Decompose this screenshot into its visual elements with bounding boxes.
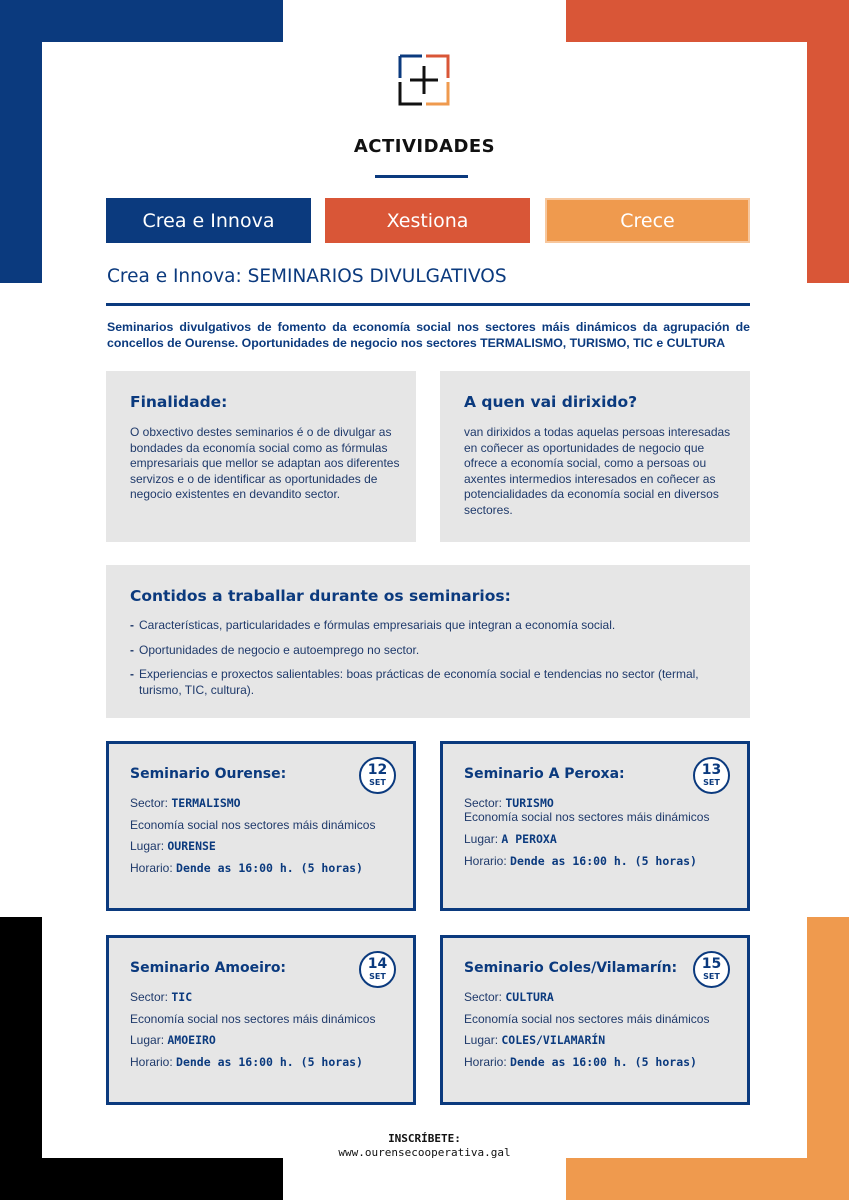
time-value: Dende as 16:00 h. (5 horas) [176,1055,363,1069]
finalidade-text: O obxectivo destes seminarios é o de divulgar as bondades da economía social como as fórmulas empresariais que mellor se adaptan aos diferentes servizos e o de identificar as oportunidades de negocio existentes en devandito sector. [130,425,400,502]
seminar-card-amoeiro [106,935,416,1105]
place-value: AMOEIRO [167,1033,216,1047]
tab-crece[interactable]: Crece [545,198,750,243]
time-value: Dende as 16:00 h. (5 horas) [510,854,697,868]
sector-line [464,796,554,810]
date-badge [693,757,730,794]
date-day: 14 [367,956,388,972]
time-label: Horario: [464,854,507,868]
sector-label: Sector: [130,990,169,1004]
sector-value: TERMALISMO [171,796,241,810]
date-badge [359,757,396,794]
time-value: Dende as 16:00 h. (5 horas) [176,861,363,875]
sector-line [464,990,554,1004]
time-line [464,854,697,868]
date-day: 12 [367,762,388,778]
date-month: SET [703,778,720,787]
page-title: ACTIVIDADES [353,136,496,157]
time-line [130,1055,363,1069]
tab-xestiona[interactable]: Xestiona [325,198,530,243]
description-line: Economía social nos sectores máis dinámicos [464,810,710,824]
seminar-title: Seminario Coles/Vilamarín: [464,960,678,976]
time-line [464,1055,697,1069]
contents-heading: Contidos a traballar durante os seminarios: [130,587,511,605]
sector-line [130,796,241,810]
place-label: Lugar: [464,832,499,846]
place-label: Lugar: [130,839,165,853]
sector-value: TURISMO [505,796,554,810]
section-intro: Seminarios divulgativos de fomento da economía social nos sectores máis dinámicos da agrupación de concellos de Ourense. Oportunidades de negocio nos sectores TERMALISMO, TURISMO, TIC e CULTURA [107,320,750,350]
tab-crea-e-innova[interactable]: Crea e Innova [106,198,311,243]
sector-line [130,990,192,1004]
place-line [130,1033,216,1047]
signup-heading: INSCRÍBETE: [388,1132,461,1145]
activity-tabs [106,198,750,243]
audience-heading: A quen vai dirixido? [464,393,638,411]
signup-link[interactable]: www.ourensecooperativa.gal [338,1146,511,1159]
place-line [464,1033,605,1047]
place-value: OURENSE [167,839,216,853]
list-item: - Experiencias e proxectos salientables: boas prácticas de economía social e tendencias no sector (termal, turismo, TIC, cultura). [130,667,730,698]
description-line: Economía social nos sectores máis dinámicos [130,1012,376,1026]
audience-panel [440,371,750,542]
seminar-title: Seminario A Peroxa: [464,766,625,782]
seminar-title: Seminario Ourense: [130,766,287,782]
time-label: Horario: [464,1055,507,1069]
date-badge [359,951,396,988]
time-value: Dende as 16:00 h. (5 horas) [510,1055,697,1069]
list-item: - Oportunidades de negocio e autoemprego no sector. [130,643,730,659]
sector-label: Sector: [464,990,503,1004]
date-month: SET [703,972,720,981]
seminar-card-ourense [106,741,416,911]
section-divider [106,303,750,306]
finalidade-heading: Finalidade: [130,393,228,411]
seminar-card-coles-vilamarin [440,935,750,1105]
sector-value: CULTURA [505,990,554,1004]
description-line: Economía social nos sectores máis dinámicos [464,1012,710,1026]
audience-text: van dirixidos a todas aquelas persoas interesadas en coñecer as oportunidades de negocio que ofrece a economía social, como a persoas ou axentes intermedios interesados en coñecer as potencialidades da economía social en diversos sectores. [464,425,731,517]
time-label: Horario: [130,861,173,875]
date-month: SET [369,778,386,787]
sector-label: Sector: [464,796,503,810]
contents-panel [106,565,750,718]
list-item: - Características, particularidades e fórmulas empresariais que integran a economía social. [130,618,730,634]
seminar-card-a-peroxa [440,741,750,911]
date-day: 13 [701,762,722,778]
title-underline [375,175,468,178]
date-month: SET [369,972,386,981]
place-value: COLES/VILAMARÍN [501,1033,606,1047]
section-title: Crea e Innova: SEMINARIOS DIVULGATIVOS [107,266,507,287]
date-day: 15 [701,956,722,972]
date-badge [693,951,730,988]
place-label: Lugar: [130,1033,165,1047]
plus-frame-icon [398,54,450,106]
place-value: A PEROXA [501,832,557,846]
time-line [130,861,363,875]
seminar-title: Seminario Amoeiro: [130,960,287,976]
place-line [130,839,216,853]
time-label: Horario: [130,1055,173,1069]
description-line: Economía social nos sectores máis dinámicos [130,818,376,832]
contents-list [130,618,730,707]
place-line [464,832,557,846]
sector-label: Sector: [130,796,169,810]
place-label: Lugar: [464,1033,499,1047]
sector-value: TIC [171,990,193,1004]
finalidade-panel [106,371,416,542]
